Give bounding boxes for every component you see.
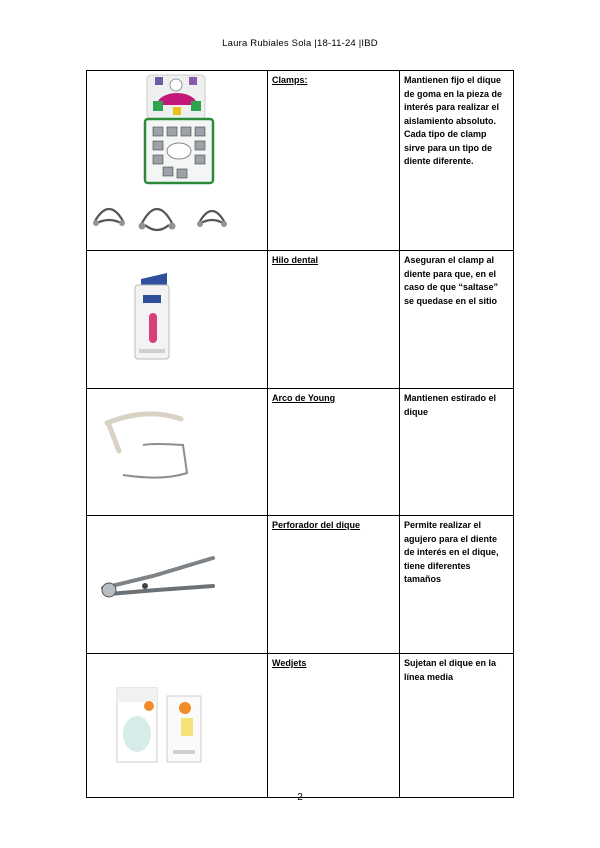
wedjets-description: Sujetan el dique en la línea media <box>400 654 514 798</box>
item-name: Clamps: <box>272 75 308 85</box>
item-name: Hilo dental <box>272 255 319 265</box>
young-frame-name-cell <box>268 389 400 516</box>
table-row <box>87 654 514 798</box>
young-frame-photo <box>87 389 267 509</box>
table-row <box>87 516 514 654</box>
punch-name-cell <box>268 516 400 654</box>
item-name: Arco de Young <box>272 393 336 403</box>
instruments-table <box>86 70 514 798</box>
young-frame-image-cell <box>87 389 268 516</box>
wedjets-photo <box>87 654 267 791</box>
wedjets-image-cell <box>87 654 268 798</box>
punch-image-cell <box>87 516 268 654</box>
punch-description: Permite realizar el agujero para el diente de interés en el dique, tiene diferentes tamaños <box>400 516 514 654</box>
item-name: Wedjets <box>272 658 307 668</box>
page-header: Laura Rubiales Sola |18-11-24 |IBD <box>222 38 378 49</box>
item-name: Perforador del dique <box>272 520 361 530</box>
floss-name-cell <box>268 251 400 389</box>
floss-image-cell <box>87 251 268 389</box>
table-row <box>87 251 514 389</box>
dam-punch-photo <box>87 516 267 647</box>
wedjets-name-cell <box>268 654 400 798</box>
dental-floss-photo <box>87 251 267 382</box>
page-number: 2 <box>297 792 303 803</box>
table-row <box>87 71 514 251</box>
young-frame-description: Mantienen estirado el dique <box>400 389 514 516</box>
clamp-kit-photo <box>87 71 267 244</box>
clamps-name-cell <box>268 71 400 251</box>
clamps-image-cell <box>87 71 268 251</box>
clamps-description: Mantienen fijo el dique de goma en la pieza de interés para realizar el aislamiento absoluto. Cada tipo de clamp sirve para un tipo de diente diferente. <box>400 71 514 251</box>
floss-description: Aseguran el clamp al diente para que, en el caso de que “saltase” se quedase en el sitio <box>400 251 514 389</box>
table-row <box>87 389 514 516</box>
